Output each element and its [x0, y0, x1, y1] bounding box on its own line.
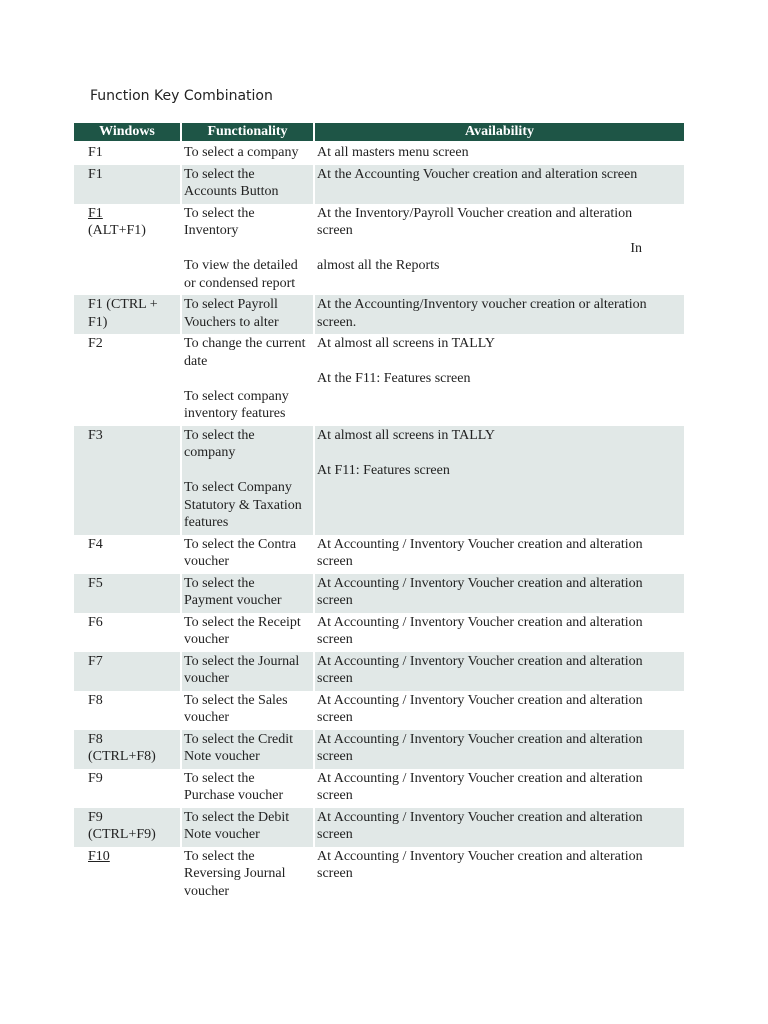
- table-row: [74, 769, 684, 808]
- availability-text: screen: [317, 632, 353, 647]
- functionality-text: To select company: [184, 388, 289, 404]
- table-row: [74, 165, 684, 204]
- table-row: [74, 204, 684, 296]
- functionality-text: Note voucher: [184, 827, 260, 842]
- functionality-text: Purchase voucher: [184, 788, 284, 803]
- key-cell: [74, 334, 180, 426]
- header-availability: Availability: [315, 123, 684, 143]
- availability-text: At all masters menu screen: [317, 145, 469, 160]
- availability-text: At Accounting / Inventory Voucher creation and alteration: [317, 536, 643, 552]
- key-cell: [74, 204, 180, 296]
- functionality-text: Payment voucher: [184, 593, 282, 608]
- functionality-text: To select the: [184, 166, 255, 182]
- availability-text: At Accounting / Inventory Voucher creation and alteration: [317, 731, 643, 747]
- functionality-text: To select the: [184, 575, 255, 591]
- availability-text: screen: [317, 223, 353, 238]
- availability-cell: [315, 143, 684, 165]
- table-row: [74, 426, 684, 535]
- functionality-text: To select the: [184, 848, 255, 864]
- availability-text: At Accounting / Inventory Voucher creation and alteration: [317, 809, 643, 825]
- key-text: F2: [88, 336, 103, 351]
- functionality-text: To change the current: [184, 336, 306, 351]
- availability-text: At the Accounting Voucher creation and alteration screen: [317, 166, 638, 182]
- availability-text: screen: [317, 710, 353, 725]
- key-cell: [74, 691, 180, 730]
- table-row: [74, 295, 684, 334]
- functionality-text: To select the Sales: [184, 692, 288, 708]
- functionality-cell: [182, 847, 313, 904]
- availability-text: At the Inventory/Payroll Voucher creation and alteration: [317, 205, 633, 221]
- header-functionality: Functionality: [182, 123, 313, 143]
- table-row: [74, 334, 684, 426]
- table-row: [74, 535, 684, 574]
- availability-text: At almost all screens in TALLY: [317, 427, 496, 443]
- availability-text: At Accounting / Inventory Voucher creation and alteration: [317, 653, 643, 669]
- availability-text: At Accounting / Inventory Voucher creation and alteration: [317, 770, 643, 786]
- functionality-cell: [182, 426, 313, 535]
- key-text: F4: [88, 536, 103, 552]
- key-text: F1 (CTRL +: [88, 297, 158, 312]
- functionality-cell: [182, 204, 313, 296]
- functionality-cell: [182, 295, 313, 334]
- functionality-cell: [182, 730, 313, 769]
- key-text: F7: [88, 653, 103, 669]
- functionality-text: company: [184, 445, 236, 460]
- availability-cell: [315, 426, 684, 535]
- functionality-cell: [182, 574, 313, 613]
- key-text: (CTRL+F9): [88, 827, 156, 842]
- availability-cell: [315, 691, 684, 730]
- functionality-text: voucher: [184, 883, 230, 899]
- availability-text: At Accounting / Inventory Voucher creation and alteration: [317, 575, 643, 591]
- table-row: [74, 691, 684, 730]
- key-text: F1): [88, 314, 108, 330]
- availability-cell: [315, 165, 684, 204]
- key-text: F1: [88, 145, 103, 160]
- functionality-text: To select the Debit: [184, 809, 290, 825]
- functionality-text: features: [184, 515, 229, 530]
- functionality-spacer: [184, 240, 311, 258]
- key-cell: [74, 769, 180, 808]
- functionality-text: Reversing Journal: [184, 866, 286, 881]
- key-cell: [74, 808, 180, 847]
- table-header-row: [74, 123, 684, 143]
- functionality-text: date: [184, 353, 208, 369]
- functionality-text: To select Payroll: [184, 297, 278, 312]
- functionality-text: voucher: [184, 632, 230, 647]
- availability-cell: [315, 574, 684, 613]
- availability-text: screen: [317, 866, 353, 881]
- functionality-text: voucher: [184, 671, 230, 686]
- key-text: F9: [88, 809, 103, 825]
- functionality-cell: [182, 334, 313, 426]
- availability-text: screen: [317, 593, 353, 608]
- functionality-cell: [182, 143, 313, 165]
- key-cell: [74, 847, 180, 904]
- key-text: F10: [88, 848, 110, 864]
- table-row: [74, 847, 684, 904]
- functionality-text: To select the Receipt: [184, 614, 301, 630]
- key-cell: [74, 730, 180, 769]
- availability-cell: [315, 652, 684, 691]
- key-text: F1: [88, 205, 103, 221]
- key-cell: [74, 165, 180, 204]
- functionality-cell: [182, 652, 313, 691]
- key-cell: [74, 574, 180, 613]
- availability-text: screen: [317, 788, 353, 803]
- availability-text: At Accounting / Inventory Voucher creation and alteration: [317, 848, 643, 864]
- availability-cell: [315, 295, 684, 334]
- availability-cell: [315, 808, 684, 847]
- functionality-text: To select the Credit: [184, 731, 294, 747]
- availability-spacer: [317, 353, 682, 371]
- availability-text: screen: [317, 554, 353, 569]
- table-row: [74, 808, 684, 847]
- key-text: F1: [88, 166, 103, 182]
- key-text: (CTRL+F8): [88, 749, 156, 764]
- functionality-cell: [182, 808, 313, 847]
- availability-text: At F11: Features screen: [317, 462, 450, 478]
- functionality-text: To select the: [184, 427, 255, 443]
- availability-cell: [315, 204, 684, 296]
- functionality-spacer: [184, 462, 311, 480]
- availability-cell: [315, 613, 684, 652]
- key-text: F5: [88, 575, 103, 591]
- availability-text: screen: [317, 749, 353, 764]
- availability-text: screen: [317, 671, 353, 686]
- table-row: [74, 730, 684, 769]
- functionality-cell: [182, 769, 313, 808]
- functionality-text: voucher: [184, 554, 230, 569]
- table-row: [74, 613, 684, 652]
- availability-text: At the F11: Features screen: [317, 371, 471, 386]
- key-cell: [74, 613, 180, 652]
- key-text: F8: [88, 692, 103, 708]
- function-key-table: [72, 123, 686, 903]
- availability-cell: [315, 334, 684, 426]
- availability-cell: [315, 769, 684, 808]
- key-cell: [74, 426, 180, 535]
- functionality-text: voucher: [184, 710, 230, 725]
- functionality-text: Accounts Button: [184, 184, 279, 199]
- key-text: F9: [88, 770, 103, 786]
- key-cell: [74, 295, 180, 334]
- functionality-text: To select the Journal: [184, 653, 300, 669]
- functionality-text: To select the: [184, 770, 255, 786]
- availability-cell: [315, 730, 684, 769]
- functionality-text: To select the: [184, 205, 255, 221]
- functionality-cell: [182, 165, 313, 204]
- functionality-text: Statutory & Taxation: [184, 497, 302, 513]
- functionality-text: Note voucher: [184, 749, 260, 764]
- availability-text: almost all the Reports: [317, 258, 440, 273]
- availability-text: At the Accounting/Inventory voucher creation or alteration: [317, 297, 647, 312]
- availability-cell: [315, 847, 684, 904]
- functionality-cell: [182, 691, 313, 730]
- key-text: F8: [88, 731, 103, 747]
- availability-text: At Accounting / Inventory Voucher creation and alteration: [317, 614, 643, 630]
- availability-text: At Accounting / Inventory Voucher creation and alteration: [317, 692, 643, 708]
- key-cell: [74, 535, 180, 574]
- functionality-text: inventory features: [184, 406, 286, 421]
- functionality-cell: [182, 535, 313, 574]
- key-cell: [74, 143, 180, 165]
- functionality-text: To select the Contra: [184, 536, 297, 552]
- functionality-spacer: [184, 370, 311, 388]
- key-cell: [74, 652, 180, 691]
- header-windows: Windows: [74, 123, 180, 143]
- key-text: (ALT+F1): [88, 223, 146, 238]
- key-text: F3: [88, 427, 103, 443]
- availability-cell: [315, 535, 684, 574]
- functionality-text: To select Company: [184, 480, 292, 495]
- functionality-text: Inventory: [184, 223, 239, 238]
- key-text: F6: [88, 614, 103, 630]
- functionality-text: To view the detailed: [184, 258, 298, 273]
- functionality-text: or condensed report: [184, 275, 296, 291]
- functionality-cell: [182, 613, 313, 652]
- table-row: [74, 143, 684, 165]
- table-row: [74, 574, 684, 613]
- table-row: [74, 652, 684, 691]
- availability-spacer: [317, 444, 682, 462]
- availability-text: screen.: [317, 314, 357, 330]
- page-title: Function Key Combination: [90, 88, 273, 104]
- functionality-text: To select a company: [184, 145, 299, 160]
- functionality-text: Vouchers to alter: [184, 314, 279, 330]
- availability-text: At almost all screens in TALLY: [317, 336, 496, 351]
- availability-text: screen: [317, 827, 353, 842]
- availability-text: In: [630, 240, 642, 256]
